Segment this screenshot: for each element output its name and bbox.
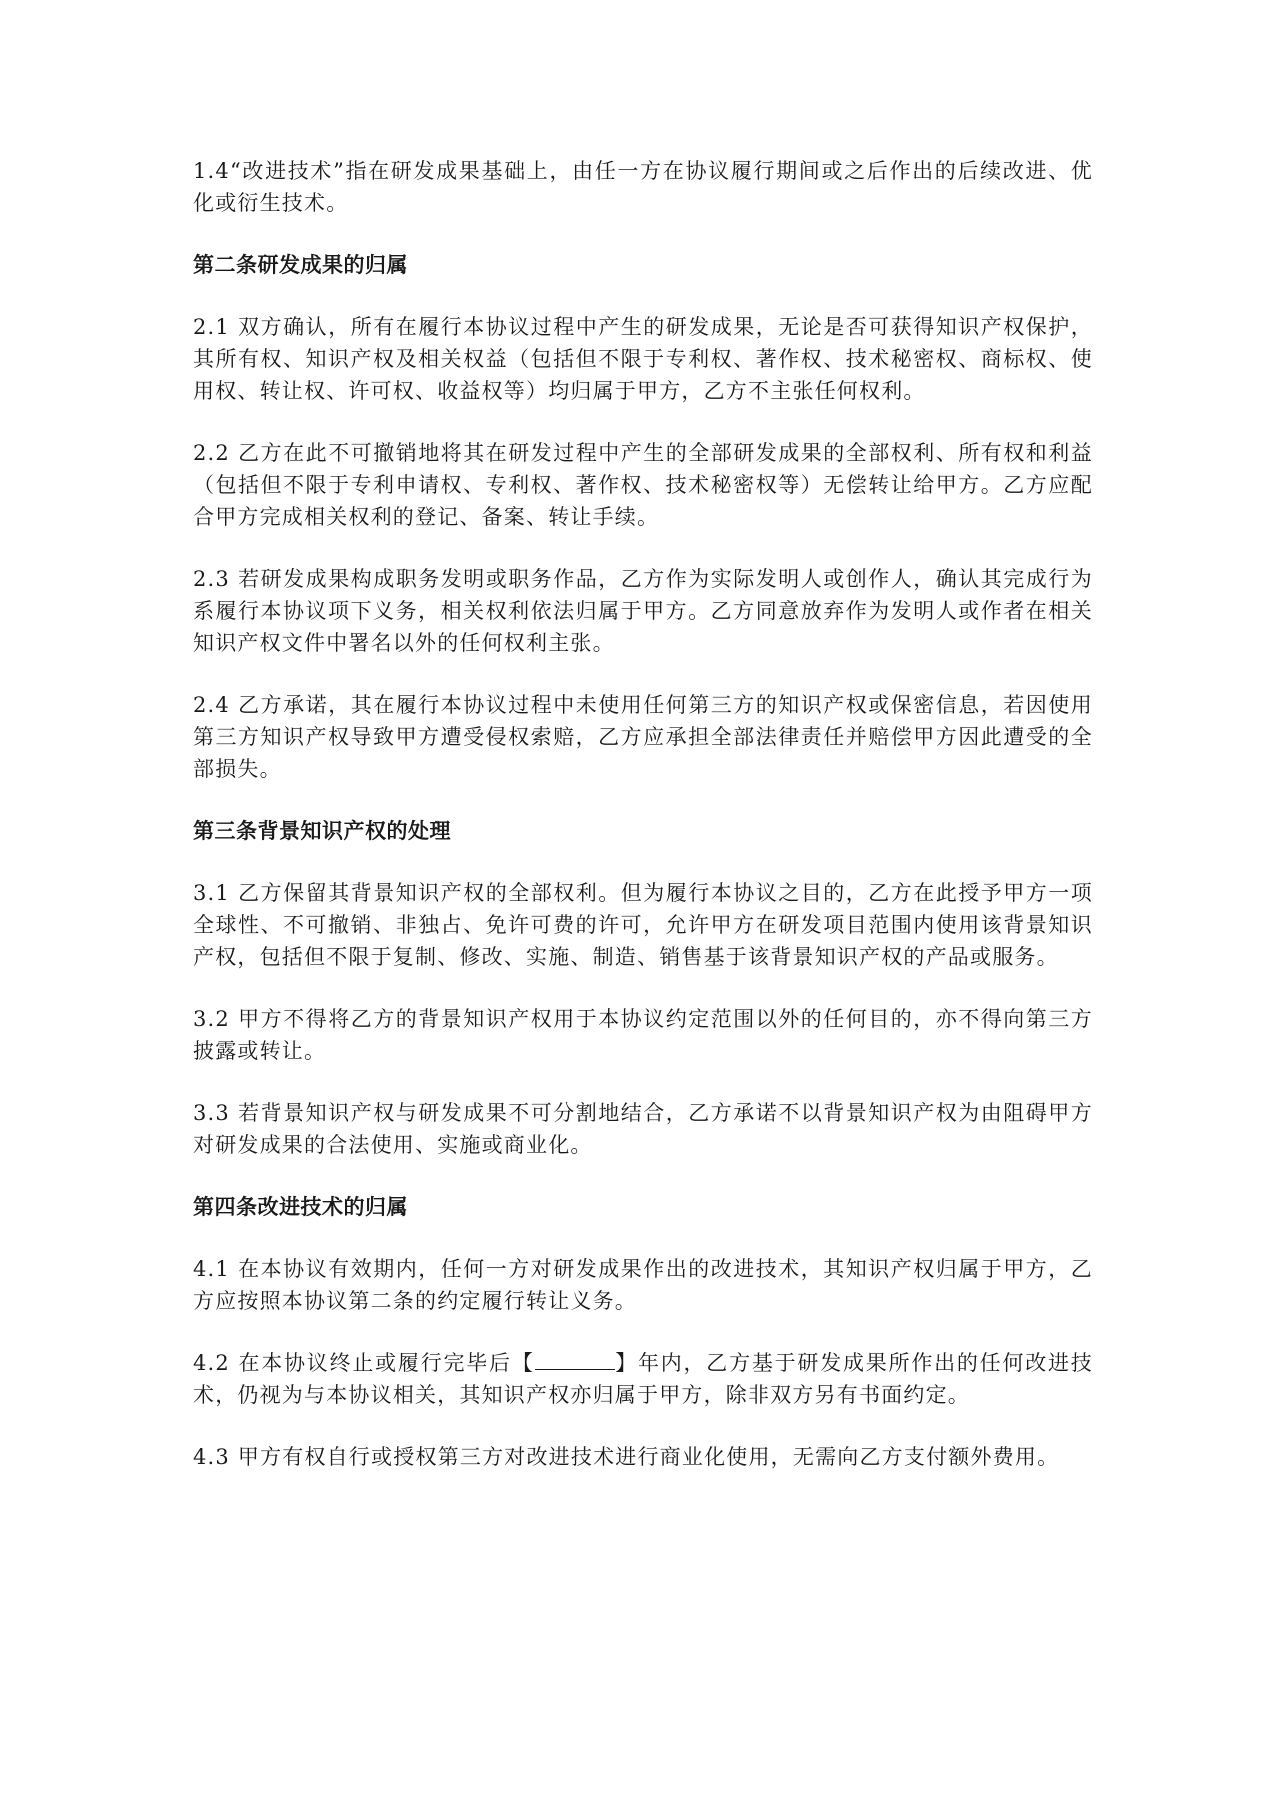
clause-4-2-after: 】年内，乙方基于研发成果所作出的任何改进技术，仍视为与本协议相关，其知识产权亦归属于甲方，除非双方另有书面约定。 xyxy=(193,1351,1093,1407)
clause-4-3: 4.3 甲方有权自行或授权第三方对改进技术进行商业化使用，无需向乙方支付额外费用。 xyxy=(193,1445,1060,1469)
clause-2-1: 2.1 双方确认，所有在履行本协议过程中产生的研发成果，无论是否可获得知识产权保护，其所有权、知识产权及相关权益（包括但不限于专利权、著作权、技术秘密权、商标权、使用权、转让权、许可权、收益权等）均归属于甲方，乙方不主张任何权利。 xyxy=(193,315,1093,403)
clause-3-1: 3.1 乙方保留其背景知识产权的全部权利。但为履行本协议之目的，乙方在此授予甲方一项全球性、不可撤销、非独占、免许可费的许可，允许甲方在研发项目范围内使用该背景知识产权，包括但不限于复制、修改、实施、制造、销售基于该背景知识产权的产品或服务。 xyxy=(193,881,1093,969)
clause-2-3: 2.3 若研发成果构成职务发明或职务作品，乙方作为实际发明人或创作人，确认其完成行为系履行本协议项下义务，相关权利依法归属于甲方。乙方同意放弃作为发明人或作者在相关知识产权文件中署名以外的任何权利主张。 xyxy=(193,567,1093,655)
clause-3-2: 3.2 甲方不得将乙方的背景知识产权用于本协议约定范围以外的任何目的，亦不得向第三方披露或转让。 xyxy=(193,1007,1093,1063)
article-2-heading: 第二条研发成果的归属 xyxy=(193,252,408,277)
clause-4-1: 4.1 在本协议有效期内，任何一方对研发成果作出的改进技术，其知识产权归属于甲方，乙方应按照本协议第二条的约定履行转让义务。 xyxy=(193,1257,1093,1313)
article-3-heading: 第三条背景知识产权的处理 xyxy=(193,818,451,843)
clause-2-4: 2.4 乙方承诺，其在履行本协议过程中未使用任何第三方的知识产权或保密信息，若因使用第三方知识产权导致甲方遭受侵权索赔，乙方应承担全部法律责任并赔偿甲方因此遭受的全部损失。 xyxy=(193,693,1093,781)
clause-3-3: 3.3 若背景知识产权与研发成果不可分割地结合，乙方承诺不以背景知识产权为由阻碍甲方对研发成果的合法使用、实施或商业化。 xyxy=(193,1101,1093,1157)
document-page xyxy=(193,155,1093,1503)
clause-1-4: 1.4“改进技术”指在研发成果基础上，由任一方在协议履行期间或之后作出的后续改进、优化或衍生技术。 xyxy=(193,159,1093,215)
article-4-heading: 第四条改进技术的归属 xyxy=(193,1194,408,1219)
clause-2-2: 2.2 乙方在此不可撤销地将其在研发过程中产生的全部研发成果的全部权利、所有权和利益（包括但不限于专利申请权、专利权、著作权、技术秘密权等）无偿转让给甲方。乙方应配合甲方完成相关权利的登记、备案、转让手续。 xyxy=(193,441,1093,529)
clause-4-2-before: 4.2 在本协议终止或履行完毕后【 xyxy=(193,1351,535,1375)
clause-4-2 xyxy=(193,1347,1093,1411)
years-blank-field[interactable] xyxy=(535,1347,615,1370)
